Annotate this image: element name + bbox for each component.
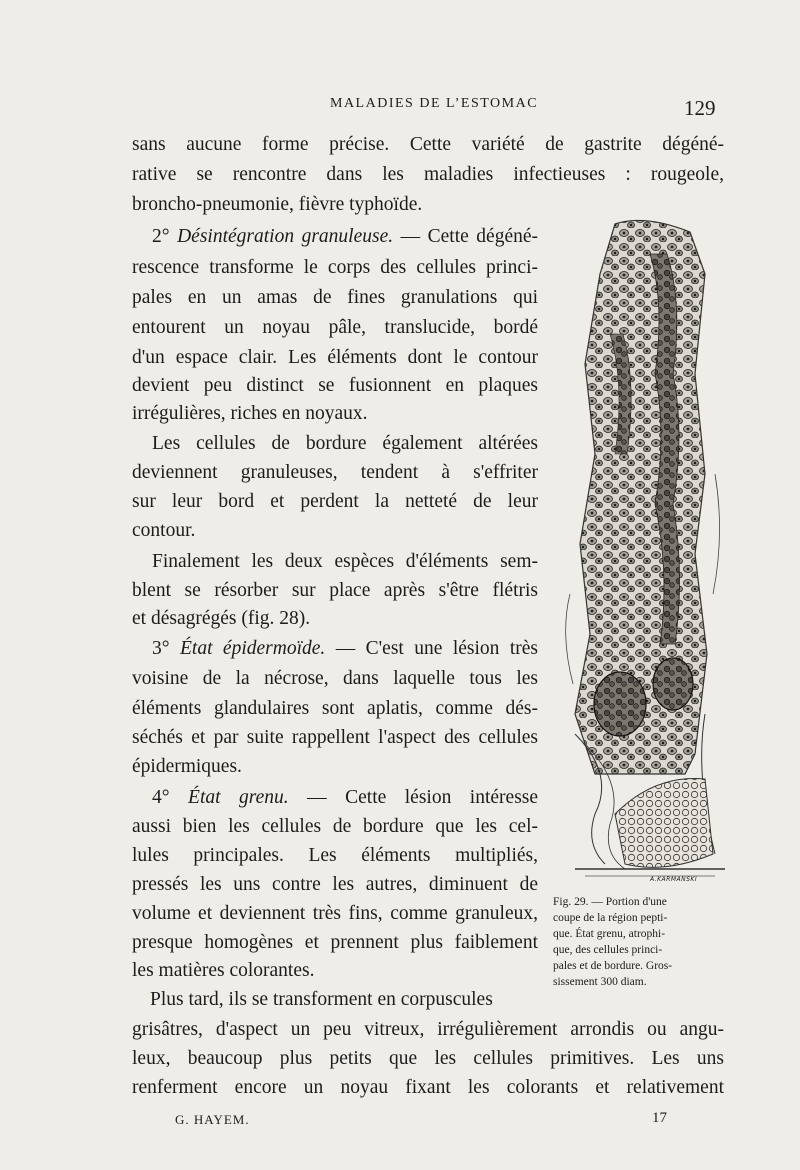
text-line: épidermiques. (132, 756, 242, 777)
text-line: séchés et par suite rappellent l'aspect des cellules (132, 727, 538, 748)
text-line: Les cellules de bordure également altérées (152, 433, 538, 454)
histology-drawing (555, 214, 735, 884)
section-text: — Cette lésion intéresse (307, 787, 539, 808)
signature-mark: 17 (652, 1110, 667, 1126)
section-text: — C'est une lésion très (335, 638, 539, 659)
text-line: contour. (132, 520, 196, 541)
text-line: et désagrégés (fig. 28). (132, 608, 311, 629)
figure-caption (553, 894, 739, 990)
text-line: sur leur bord et perdent la netteté de leur (132, 491, 538, 512)
text-line: pales en un amas de fines granulations qui (132, 287, 538, 308)
text-line: éléments glandulaires sont aplatis, comme dés- (132, 698, 538, 719)
text-line: grisâtres, d'aspect un peu vitreux, irrégulièrement arrondis ou angu- (132, 1019, 724, 1040)
text-line: presque homogènes et prennent plus faiblement (132, 932, 538, 953)
text-line: aussi bien les cellules de bordure que les cel- (132, 816, 538, 837)
text-line: deviennent granuleuses, tendent à s'effriter (132, 462, 538, 483)
text-line: lules principales. Les éléments multipliés, (132, 845, 538, 866)
text-line: Finalement les deux espèces d'éléments sem- (152, 551, 538, 572)
text-line: broncho-pneumonie, fièvre typhoïde. (132, 194, 423, 215)
text-line: leux, beaucoup plus petits que les cellules primitives. Les uns (132, 1048, 724, 1069)
section-number: 2° (152, 226, 170, 247)
text-line: renferment encore un noyau fixant les colorants et relativement (132, 1077, 724, 1098)
section-text: — Cette dégéné- (400, 226, 538, 247)
footer-author: G. HAYEM. (175, 1112, 250, 1127)
section-number: 4° (152, 787, 170, 808)
text-line: rescence transforme le corps des cellules princi- (132, 257, 538, 278)
text-line: les matières colorantes. (132, 960, 315, 981)
section-heading-line (132, 226, 538, 248)
text-line: voisine de la nécrose, dans laquelle tous les (132, 668, 538, 689)
text-line: sans aucune forme précise. Cette variété de gastrite dégéné- (132, 134, 724, 155)
text-line: Plus tard, ils se transforment en corpuscules (150, 989, 493, 1010)
section-title: État grenu. (188, 787, 289, 808)
page-number: 129 (684, 96, 716, 120)
caption-line: Fig. 29. — Portion d'une (553, 896, 667, 908)
running-header: MALADIES DE L’ESTOMAC (330, 96, 539, 111)
section-heading-line (132, 638, 538, 660)
section-heading-line (132, 787, 538, 809)
text-line: pressés les uns contre les autres, diminuent de (132, 874, 538, 895)
caption-line: que. État grenu, atrophi- (553, 928, 666, 940)
text-line: d'un espace clair. Les éléments dont le contour (132, 347, 538, 368)
text-line: irrégulières, riches en noyaux. (132, 403, 368, 424)
section-number: 3° (152, 638, 170, 659)
caption-line: coupe de la région pepti- (553, 912, 668, 924)
section-title: Désintégration granuleuse. (177, 226, 394, 247)
text-line: rative se rencontre dans les maladies infectieuses : rougeole, (132, 164, 724, 185)
engraver-signature: A.KARMANSKI (650, 876, 698, 883)
caption-line: que, des cellules princi- (553, 944, 663, 956)
caption-line: pales et de bordure. Gros- (553, 960, 673, 972)
text-line: volume et deviennent très fins, comme granuleux, (132, 903, 538, 924)
text-line: devient peu distinct se fusionnent en plaques (132, 375, 538, 396)
text-line: entourent un noyau pâle, translucide, bordé (132, 317, 538, 338)
text-line: blent se résorber sur place après s'être flétris (132, 580, 538, 601)
caption-line: sissement 300 diam. (553, 976, 647, 988)
histology-illustration (555, 214, 735, 884)
section-title: État épidermoïde. (180, 638, 326, 659)
